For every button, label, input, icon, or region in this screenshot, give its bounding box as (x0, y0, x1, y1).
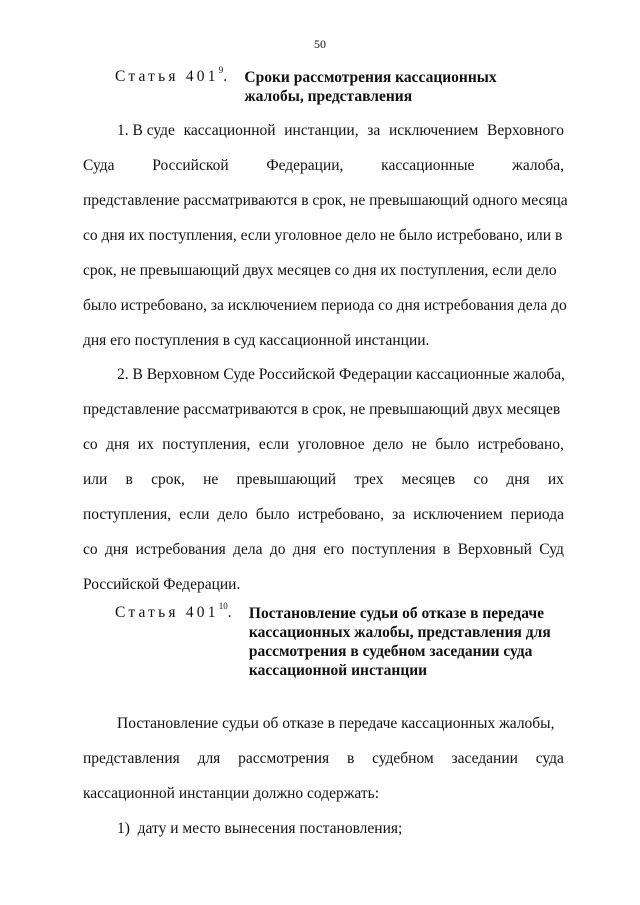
paragraph-line (83, 436, 564, 454)
article-title (244, 68, 496, 106)
word: поступления (351, 541, 436, 558)
article-title-line: жалобы, представления (244, 88, 413, 105)
paragraph-line: представление рассматриваются в срок, не превышающий одного месяца (83, 192, 568, 209)
word: дня (106, 436, 130, 453)
word: дня (292, 541, 317, 558)
article-title-line: Постановление судьи об отказе в передаче (248, 605, 545, 622)
word: рассмотрения (238, 750, 330, 767)
word: в (125, 471, 133, 488)
article-label: Статья $401^{10}$. (115, 601, 249, 621)
word: дня (104, 541, 129, 558)
word: суда (535, 750, 564, 767)
paragraph-line (83, 471, 564, 489)
paragraph-line (83, 541, 564, 559)
paragraph-line (83, 157, 564, 175)
word: месяцев (401, 471, 456, 488)
word: со (83, 436, 98, 453)
article-heading (115, 601, 551, 680)
word: было (255, 506, 290, 523)
article-label: Статья $401^9$. (115, 65, 245, 85)
word: было (435, 436, 470, 453)
word: трех (354, 471, 384, 488)
word: за (392, 506, 406, 523)
word: жалоба, (512, 157, 564, 174)
paragraph-line: со дня их поступления, если уголовное дело не было истребовано, или в (83, 227, 563, 244)
word: инстанции, (284, 122, 359, 139)
article-label-sup: 9 (218, 65, 224, 75)
paragraph-line: Российской Федерации. (83, 576, 241, 593)
word: если (258, 436, 290, 453)
word: со (473, 471, 489, 488)
word: Федерации, (266, 157, 344, 174)
word: их (547, 471, 564, 488)
word: для (197, 750, 221, 767)
word: если (179, 506, 210, 523)
word: кассационной (183, 122, 276, 139)
article-label-sup: 10 (218, 601, 228, 611)
paragraph-line (83, 750, 564, 768)
word: до (269, 541, 286, 558)
word: дела (233, 541, 263, 558)
word: 1. В суде (117, 122, 175, 139)
word: периода (510, 506, 564, 523)
article-title-line: рассмотрения в судебном заседании суда (248, 643, 533, 660)
word: Суда (83, 157, 115, 174)
word: судебном (372, 750, 434, 767)
word: уголовное (297, 436, 365, 453)
paragraph-line: кассационной инстанции должно содержать: (83, 785, 380, 802)
word: истребования (135, 541, 226, 558)
word: Российской (152, 157, 229, 174)
word: исключением (388, 122, 479, 139)
paragraph-line (83, 122, 564, 140)
word: превышающий (236, 471, 337, 488)
word: в (346, 750, 355, 767)
article-title-line: Сроки рассмотрения кассационных (244, 69, 497, 86)
paragraph-line (83, 506, 564, 524)
word: дня (506, 471, 530, 488)
word: за (367, 122, 381, 139)
list-item: 1) дату и место вынесения постановления; (117, 820, 403, 837)
word: его (323, 541, 345, 558)
word: не (411, 436, 427, 453)
word: истребовано, (297, 506, 385, 523)
article-title (249, 604, 551, 680)
article-heading (115, 65, 497, 106)
word: Верховного (486, 122, 564, 139)
word: срок, (151, 471, 185, 488)
word: исключением (413, 506, 503, 523)
word: истребовано, (477, 436, 564, 453)
word: в (443, 541, 451, 558)
word: представления (83, 750, 180, 767)
paragraph-line: было истребовано, за исключением периода со дня истребования дела до (83, 297, 567, 314)
word: или (83, 471, 108, 488)
article-title-line: кассационной инстанции (248, 662, 428, 679)
word: их (137, 436, 154, 453)
article-label-text: Статья 401 (115, 68, 219, 85)
word: со (83, 541, 98, 558)
paragraph-line: представление рассматриваются в срок, не превышающий двух месяцев (83, 401, 561, 418)
word: поступления, (162, 436, 251, 453)
paragraph-line: Постановление судьи об отказе в передаче кассационных жалобы, (117, 715, 555, 732)
article-label-text: Статья 401 (115, 604, 219, 621)
word: заседании (451, 750, 518, 767)
paragraph-line: дня его поступления в суд кассационной инстанции. (83, 332, 430, 349)
word: Верховный (457, 541, 532, 558)
word: не (203, 471, 219, 488)
word: дело (373, 436, 404, 453)
article-title-line: кассационных жалобы, представления для (248, 624, 551, 641)
word: Суд (539, 541, 564, 558)
word: поступления, (83, 506, 172, 523)
paragraph-line: 2. В Верховном Суде Российской Федерации кассационные жалоба, (117, 366, 566, 383)
page-number: 50 (314, 37, 326, 51)
word: дело (217, 506, 248, 523)
paragraph-line: срок, не превышающий двух месяцев со дня их поступления, если дело (83, 262, 557, 279)
word: кассационные (381, 157, 475, 174)
